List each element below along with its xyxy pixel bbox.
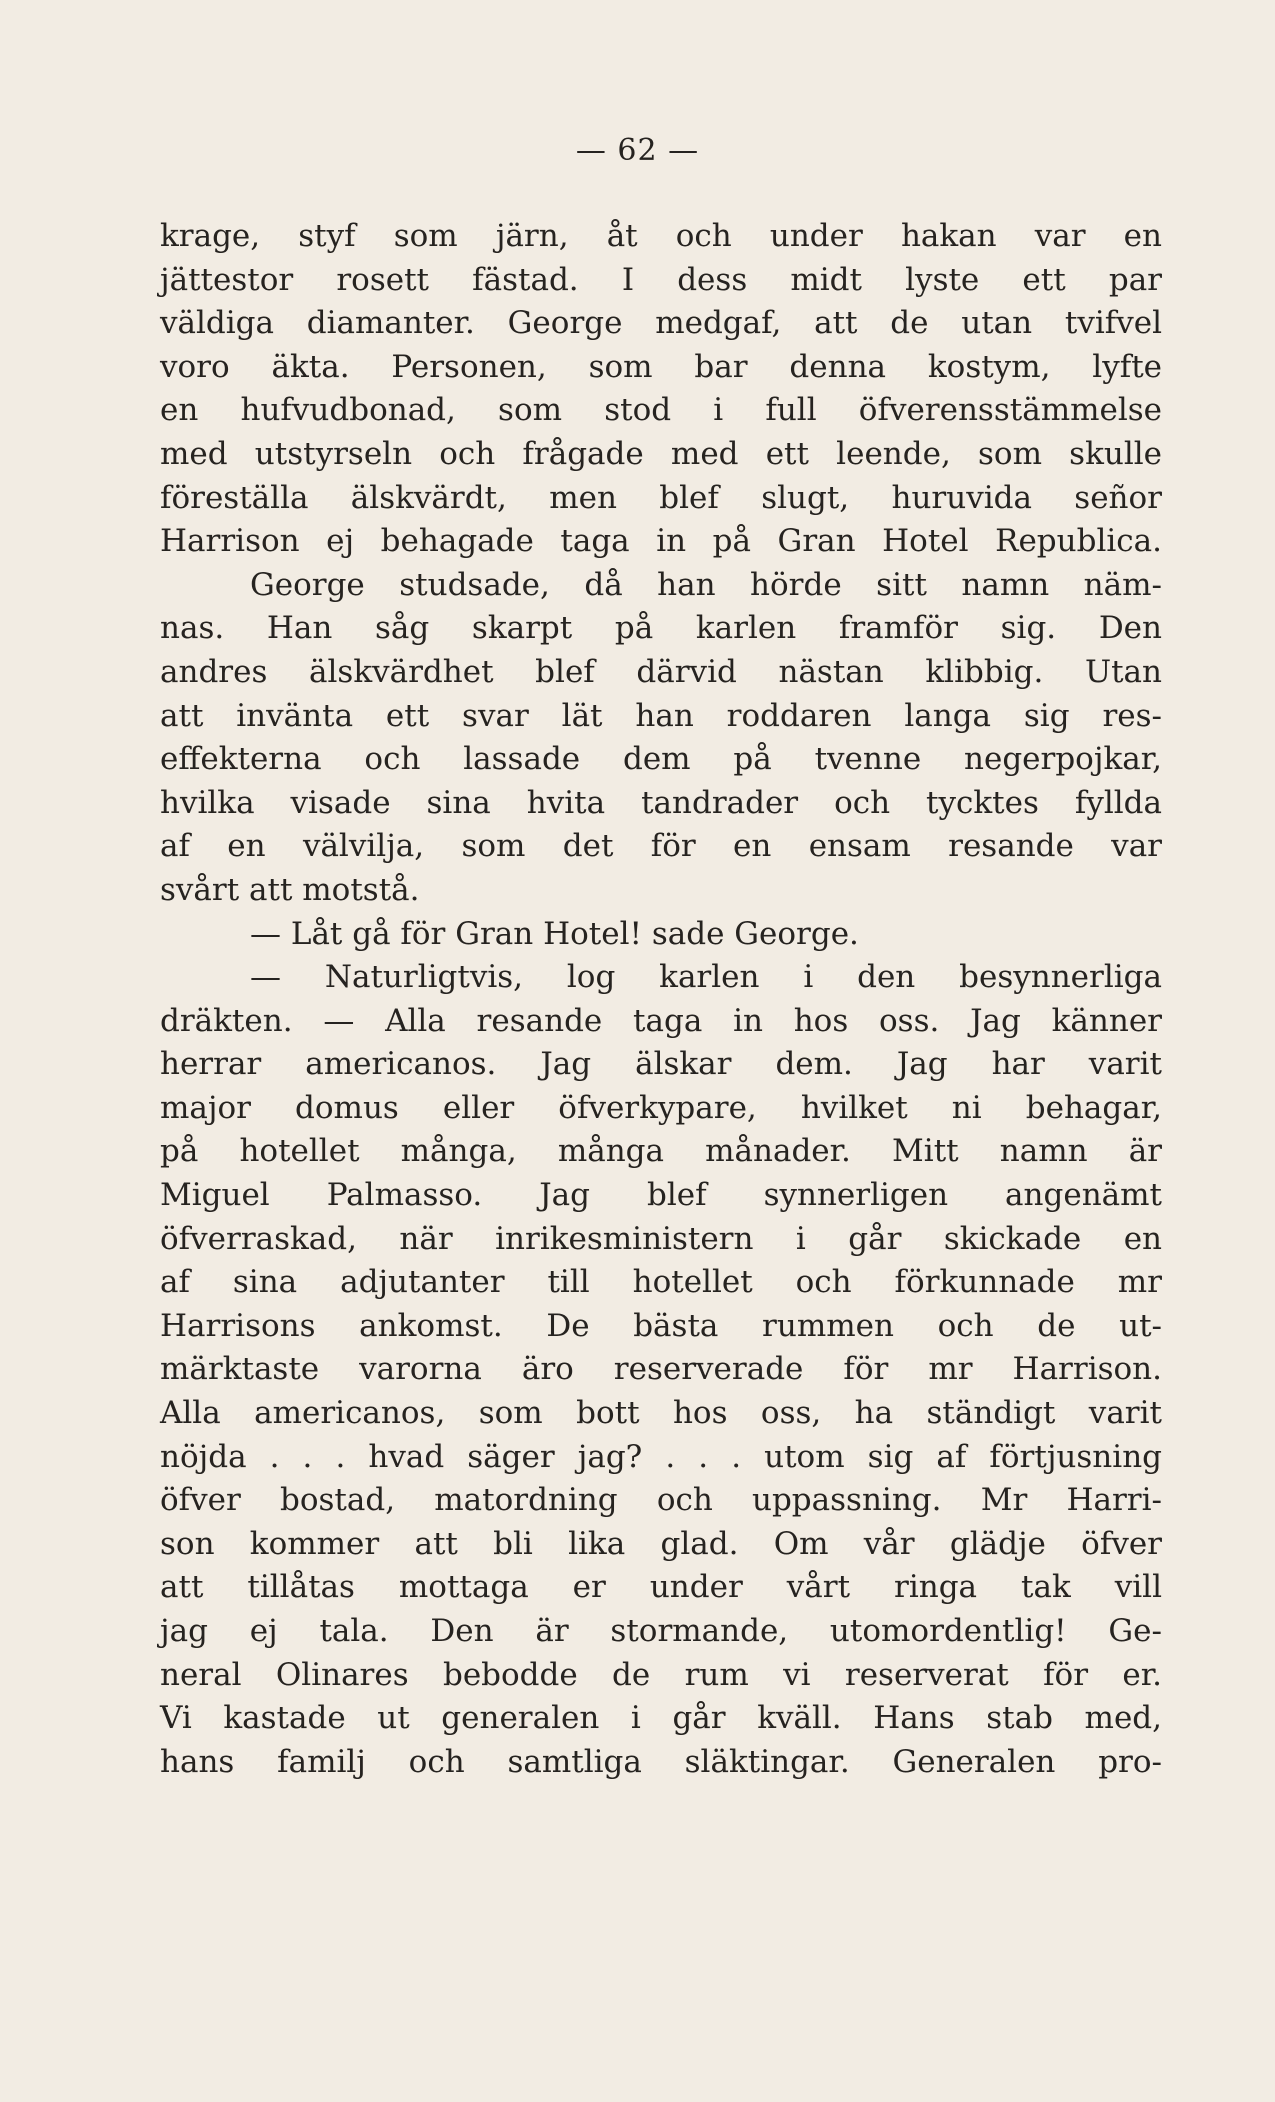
- text-line: Harrison ej behagade taga in på Gran Hotel Republica.: [160, 523, 1162, 560]
- text-line: George studsade, då han hörde sitt namn näm-: [250, 566, 1162, 603]
- text-line: — Låt gå för Gran Hotel! sade George.: [250, 915, 859, 952]
- text-line: Vi kastade ut generalen i går kväll. Hans stab med,: [160, 1700, 1162, 1737]
- text-line: att tillåtas mottaga er under vårt ringa tak vill: [160, 1569, 1162, 1606]
- text-line: märktaste varorna äro reserverade för mr Harrison.: [160, 1351, 1162, 1388]
- text-line: neral Olinares bebodde de rum vi reserverat för er.: [160, 1656, 1162, 1693]
- text-line: Harrisons ankomst. De bästa rummen och de ut-: [160, 1307, 1162, 1344]
- text-line: svårt att motstå.: [160, 871, 420, 908]
- page-number: — 62 —: [575, 133, 700, 168]
- text-line: hvilka visade sina hvita tandrader och tycktes fyllda: [160, 784, 1162, 821]
- text-line: föreställa älskvärdt, men blef slugt, huruvida señor: [160, 479, 1162, 516]
- body-text: [160, 215, 1162, 1784]
- text-line: Miguel Palmasso. Jag blef synnerligen angenämt: [160, 1177, 1162, 1214]
- text-line: Alla americanos, som bott hos oss, ha ständigt varit: [160, 1395, 1162, 1432]
- text-line: öfverraskad, när inrikesministern i går skickade en: [160, 1220, 1162, 1257]
- text-line: nas. Han såg skarpt på karlen framför sig. Den: [160, 610, 1162, 647]
- text-line: effekterna och lassade dem på tvenne negerpojkar,: [160, 741, 1162, 778]
- text-line: öfver bostad, matordning och uppassning. Mr Harri-: [160, 1482, 1162, 1519]
- text-line: att invänta ett svar lät han roddaren langa sig res-: [160, 697, 1162, 734]
- text-line: voro äkta. Personen, som bar denna kostym, lyfte: [160, 348, 1162, 385]
- text-line: af sina adjutanter till hotellet och förkunnade mr: [160, 1264, 1162, 1301]
- text-line: jag ej tala. Den är stormande, utomordentlig! Ge-: [160, 1613, 1162, 1649]
- text-line: andres älskvärdhet blef därvid nästan klibbig. Utan: [160, 653, 1162, 690]
- text-line: herrar americanos. Jag älskar dem. Jag har varit: [160, 1046, 1162, 1083]
- text-line: son kommer att bli lika glad. Om vår glädje öfver: [160, 1525, 1162, 1562]
- text-line: väldiga diamanter. George medgaf, att de utan tvifvel: [160, 305, 1162, 342]
- text-line: hans familj och samtliga släktingar. Generalen pro-: [160, 1743, 1162, 1780]
- text-line: med utstyrseln och frågade med ett leende, som skulle: [160, 435, 1162, 472]
- text-line: nöjda . . . hvad säger jag? . . . utom sig af förtjusning: [160, 1438, 1162, 1475]
- text-line: på hotellet många, många månader. Mitt namn är: [160, 1133, 1162, 1170]
- text-line: af en välvilja, som det för en ensam resande var: [160, 828, 1162, 865]
- text-line: jättestor rosett fästad. I dess midt lyste ett par: [160, 261, 1162, 298]
- text-line: dräkten. — Alla resande taga in hos oss. Jag känner: [160, 1002, 1162, 1039]
- text-line: krage, styf som järn, åt och under hakan var en: [160, 218, 1162, 254]
- text-line: — Naturligtvis, log karlen i den besynnerliga: [250, 959, 1162, 996]
- text-line: major domus eller öfverkypare, hvilket ni behagar,: [160, 1089, 1162, 1126]
- text-line: en hufvudbonad, som stod i full öfverensstämmelse: [160, 392, 1162, 429]
